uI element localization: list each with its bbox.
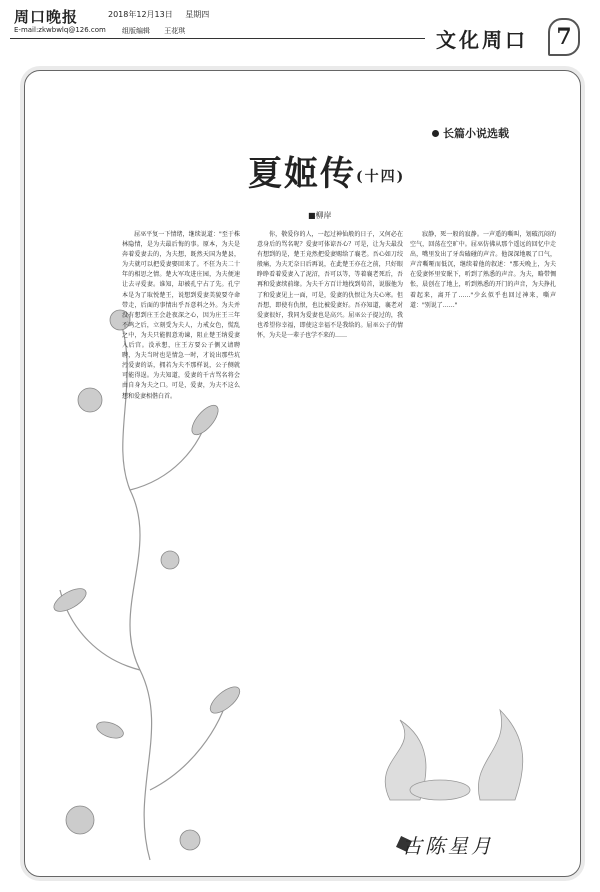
- column-text: 寂静，死一般的寂静。一声遥的嘶叫，划破沉闷的空气，回荡在空旷中。屈巫仿佛从那个遥远的回忆中走出，嘴里发出了牙齿磕碰的声音。他深深地吸了口气，声音嘶哑而低沉，继续着他的叙述："那天晚上，为夫在爱妻怀里安眠下，听到了熟悉的声音。为夫，略带惆怅，晨创在了地上，听到熟悉的开门的声音，为夫挣扎着起来，离开了……"少幺似乎也回过神来，嘶声道："别说了……": [410, 231, 556, 309]
- lotus-decoration: [330, 610, 560, 810]
- series-label: [432, 125, 509, 141]
- title-text: 夏姬传: [248, 154, 356, 194]
- masthead: [0, 0, 600, 62]
- paper-name: 周口晚报: [14, 8, 79, 26]
- text-column-1: [122, 230, 240, 530]
- header-rule: [10, 38, 425, 39]
- byline: ■柳岸: [308, 211, 332, 220]
- contact-email: E-mail:zkwbwlq@126.com: [14, 26, 106, 34]
- column-text: 你，敬爱你的人，一起过神仙般的日子，又何必在意身后的骂名呢？爱妻可体谅吾心？可是，让为夫最没有想到的是，楚王竟然把爱妻赐给了襄老。吾心如刀绞般痛，为夫无奈日后再说，在此楚王亦在之前，只好眼睁睁看着爱妻入了泥沼，吾可以等，等着襄老死后，吾再和爱妻续前缘。为夫千方百计地找到荀首，说服他为了和爱妻见上一面，可是，爱妻的仇恨让为夫心寒。但吾想，即使有仇恨，也比被爱妻好。吾亦知道，襄老对爱妻很好，我同为爱妻也是高兴。屈巫公子提过的，我也希望你幸福，即使这幸福不是我给的。屈巫公子的情怀，为夫是一辈子也学不来的……: [257, 231, 403, 339]
- bullet-icon: [432, 130, 439, 137]
- editor-label: 组版编辑: [122, 27, 150, 35]
- editor-name: 王花琪: [164, 27, 186, 35]
- issue-date: 2018年12月13日: [108, 10, 173, 19]
- text-column-3: [410, 230, 556, 620]
- series-text: 长篇小说选载: [443, 127, 509, 140]
- artist-signature: 古陈星月: [402, 834, 494, 858]
- text-column-2: [257, 230, 403, 620]
- column-text: 屈巫平复一下情绪，继续说道："至于株林隐情，是为夫最后悔的事。原本，为夫是奔着爱妻去的，为夫想，既然天国为楚县，为夫就可以把爱妻娶回来了。不狂为夫二十年的相思之情。楚大军攻进庄园，为夫便速让去寻爱妻。谁知，却被孔宁占了先。孔宁本是为了取悦楚王，说想到爱妻美貌要夺命带走，后面的事情出乎吾意料之外。为夫并没有想到庄王会赴夜深之心，因为庄王三年不鸣之后，立刻受为夫人，力戒女色，慌乱之中，为夫只能假意劝谏，阻止楚王纳爱妻入后宫。没承想，庄王方要公子侧又请聘聘，为夫当时也是情急一时，才说出那些坑污爱妻的话，拥若为夫不那样说，公子侧就可能得逞。为夫知道，爱妻的千古骂名将会由自身为夫之口。可是，爱妻，为夫不这么想和爱妻相偕白首。: [122, 231, 240, 400]
- title-part: (十四): [356, 169, 406, 185]
- article-title: [248, 146, 405, 195]
- editor-line: [122, 26, 197, 36]
- header-info: [108, 9, 219, 20]
- issue-weekday: 星期四: [185, 10, 210, 19]
- page-number-badge: 7: [548, 18, 580, 56]
- section-title: 文化周口: [436, 28, 528, 52]
